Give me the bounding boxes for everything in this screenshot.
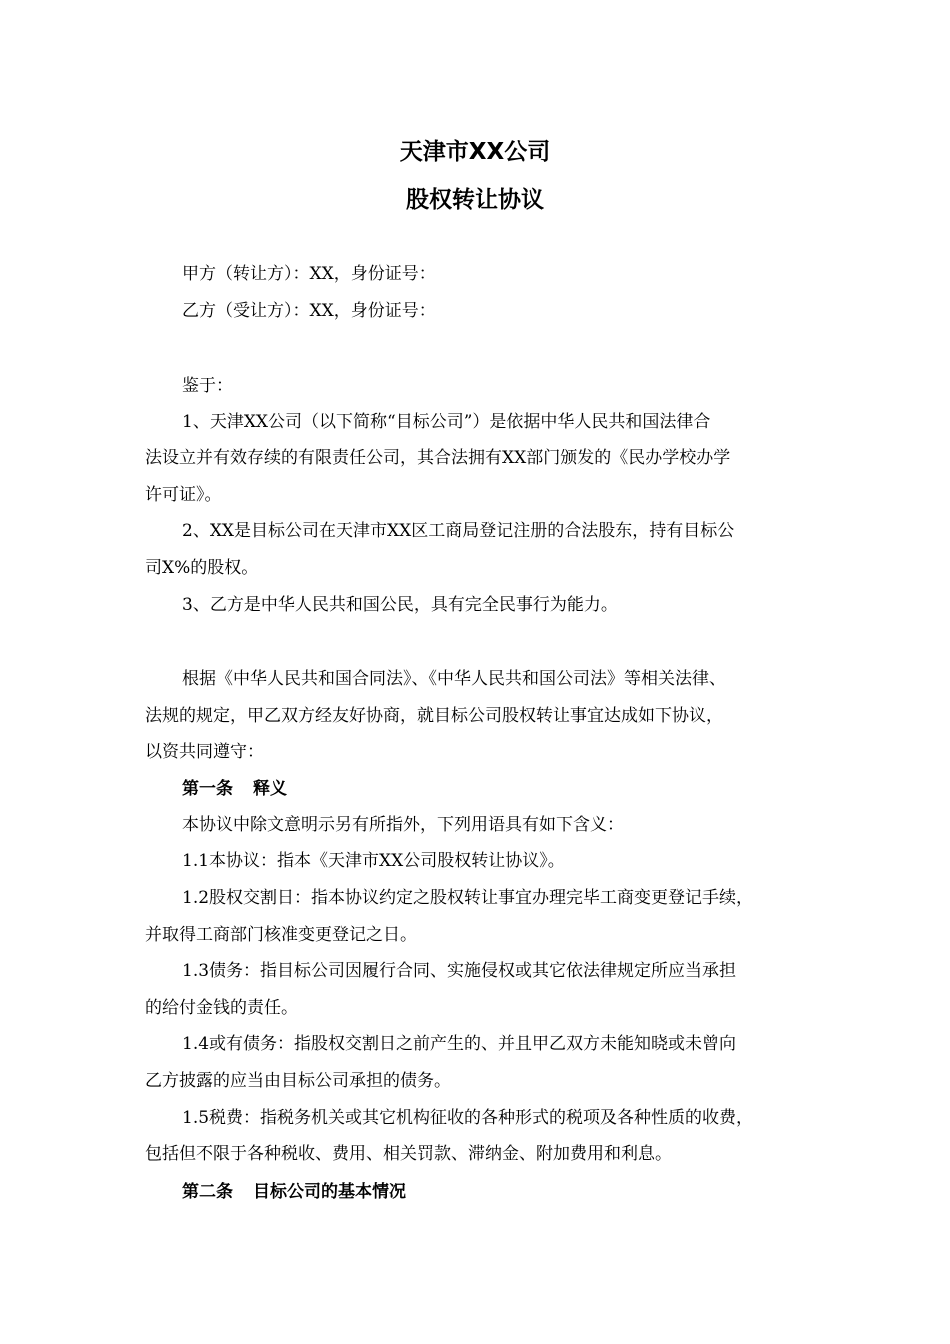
definition-1-1: 1.1本协议：指本《天津市XX公司股权转让协议》。 [182, 851, 565, 871]
definition-1-2-line-1: 1.2股权交割日：指本协议约定之股权转让事宜办理完毕工商变更登记手续， [182, 888, 754, 908]
party-b-line: 乙方（受让方）：XX，身份证号： [182, 301, 436, 321]
recital-2-line-1: 2、XX是目标公司在天津市XX区工商局登记注册的合法股东，持有目标公 [182, 521, 735, 541]
recital-1-line-3: 许可证》。 [145, 485, 222, 505]
recital-1-line-2: 法设立并有效存续的有限责任公司，其合法拥有XX部门颁发的《民办学校办学 [145, 448, 731, 468]
basis-line-3: 以资共同遵守： [145, 742, 264, 762]
recital-2-line-2: 司X%的股权。 [145, 558, 259, 578]
article-2-number: 第二条 [182, 1182, 233, 1202]
recital-1-line-1: 1、天津XX公司（以下简称“目标公司”）是依据中华人民共和国法律合 [182, 412, 711, 432]
recital-3-line-1: 3、乙方是中华人民共和国公民，具有完全民事行为能力。 [182, 595, 618, 615]
document-title: 股权转让协议 [406, 187, 544, 213]
document-company-title: 天津市XX公司 [399, 139, 551, 165]
article-1-name: 释义 [253, 779, 287, 799]
definition-1-3-line-1: 1.3债务：指目标公司因履行合同、实施侵权或其它依法律规定所应当承担 [182, 961, 737, 981]
definition-1-4-line-1: 1.4或有债务：指股权交割日之前产生的、并且甲乙双方未能知晓或未曾向 [182, 1034, 737, 1054]
definition-1-5-line-2: 包括但不限于各种税收、费用、相关罚款、滞纳金、附加费用和利息。 [145, 1144, 672, 1164]
definition-1-4-line-2: 乙方披露的应当由目标公司承担的债务。 [145, 1071, 451, 1091]
article-1-heading [182, 776, 287, 802]
basis-line-1: 根据《中华人民共和国合同法》、《中华人民共和国公司法》等相关法律、 [182, 669, 726, 689]
basis-line-2: 法规的规定，甲乙双方经友好协商，就目标公司股权转让事宜达成如下协议， [145, 706, 723, 726]
article-1-number: 第一条 [182, 779, 233, 799]
article-2-name: 目标公司的基本情况 [253, 1182, 406, 1202]
article-1-intro: 本协议中除文意明示另有所指外，下列用语具有如下含义： [182, 815, 624, 835]
definition-1-2-line-2: 并取得工商部门核准变更登记之日。 [145, 925, 417, 945]
party-a-line: 甲方（转让方）：XX，身份证号： [182, 264, 436, 284]
recitals-heading: 鉴于： [182, 376, 233, 396]
definition-1-3-line-2: 的给付金钱的责任。 [145, 998, 298, 1018]
definition-1-5-line-1: 1.5税费：指税务机关或其它机构征收的各种形式的税项及各种性质的收费， [182, 1108, 754, 1128]
article-2-heading [182, 1179, 406, 1205]
